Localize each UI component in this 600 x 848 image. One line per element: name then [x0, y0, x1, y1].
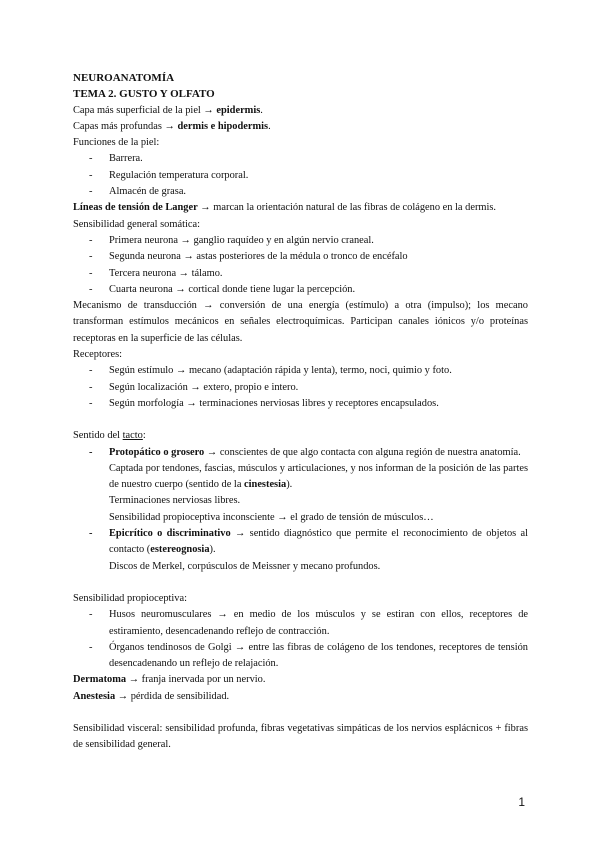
list-item: - Cuarta neurona → cortical donde tiene lugar la percepción.: [89, 283, 356, 295]
capa-profunda-line: Capas más profundas → dermis e hipodermis.: [73, 120, 271, 132]
list-item: - Tercera neurona → tálamo.: [89, 267, 223, 279]
page-number: 1: [518, 795, 525, 809]
mecanismo-paragraph: Mecanismo de transducción → conversión de una energía (estímulo) a otra (impulso); los mecano transforman estímulos mecánicos en señales electroquímicas. Participan canales iónicos y/o proteínas receptoras en la superficie de las células.: [73, 300, 528, 344]
langer-line: Líneas de tensión de Langer → marcan la orientación natural de las fibras de colágeno en la dermis.: [73, 202, 497, 214]
propioceptiva-heading: Sensibilidad propioceptiva:: [73, 592, 187, 604]
neuronas-list: [73, 233, 528, 298]
document-title: NEUROANATOMÍA: [73, 72, 175, 84]
list-item: - Segunda neurona → astas posteriores de la médula o tronco de encéfalo: [89, 251, 408, 263]
list-item: - Según localización → extero, propio e intero.: [89, 381, 299, 393]
list-item: - Primera neurona → ganglio raquídeo y en algún nervio craneal.: [89, 234, 374, 246]
visceral-paragraph: Sensibilidad visceral: sensibilidad profunda, fibras vegetativas simpáticas de los nervios esplácnicos + fibras de sensibilidad general.: [73, 722, 528, 751]
list-item: - Regulación temperatura corporal.: [89, 169, 249, 181]
propioceptiva-list: [73, 607, 528, 672]
list-item: - Barrera.: [89, 153, 143, 165]
list-item: - Según estímulo → mecano (adaptación rápida y lenta), termo, noci, quimio y foto.: [89, 365, 452, 377]
document-subtitle: TEMA 2. GUSTO Y OLFATO: [73, 88, 215, 101]
dermatoma-line: Dermatoma → franja inervada por un nervio.: [73, 674, 266, 686]
sensibilidad-somatica-heading: Sensibilidad general somática:: [73, 218, 200, 230]
tacto-heading: Sentido del tacto:: [73, 430, 146, 442]
funciones-list: [73, 151, 528, 200]
list-item: - Órganos tendinosos de Golgi → entre las fibras de colágeno de los tendones, receptores de tensión desencadenando un reflejo de relajación.: [89, 641, 528, 670]
receptores-heading: Receptores:: [73, 349, 123, 361]
document-page: [73, 70, 528, 754]
receptores-list: [73, 363, 528, 412]
epicritico-block: - Epicrítico o discriminativo → sentido diagnóstico que permite el reconocimiento de objetos al contacto (estereognosia). Discos de Merkel, corpúsculos de Meissner y mecano profundos.: [89, 528, 528, 572]
protopatico-block: - Protopático o grosero → conscientes de que algo contacta con alguna región de nuestra anatomía. Captada por tendones, fascias, músculos y articulaciones, y nos informan de la posición de las partes de nuestro cuerpo (sentido de la cinestesia). Terminaciones nerviosas libres. Sensibilidad propioceptiva inconsciente → el grado de tensión de músculos…: [89, 446, 528, 523]
list-item: - Almacén de grasa.: [89, 186, 187, 198]
anestesia-line: Anestesia → pérdida de sensibilidad.: [73, 690, 230, 702]
capa-superficial-line: Capa más superficial de la piel → epidermis.: [73, 104, 263, 116]
list-item: - Husos neuromusculares → en medio de los músculos y se estiran con ellos, receptores de estiramiento, desencadenando reflejo de contracción.: [89, 609, 528, 637]
list-item: - Según morfología → terminaciones nerviosas libres y receptores encapsulados.: [89, 397, 439, 409]
funciones-heading: Funciones de la piel:: [73, 137, 160, 149]
